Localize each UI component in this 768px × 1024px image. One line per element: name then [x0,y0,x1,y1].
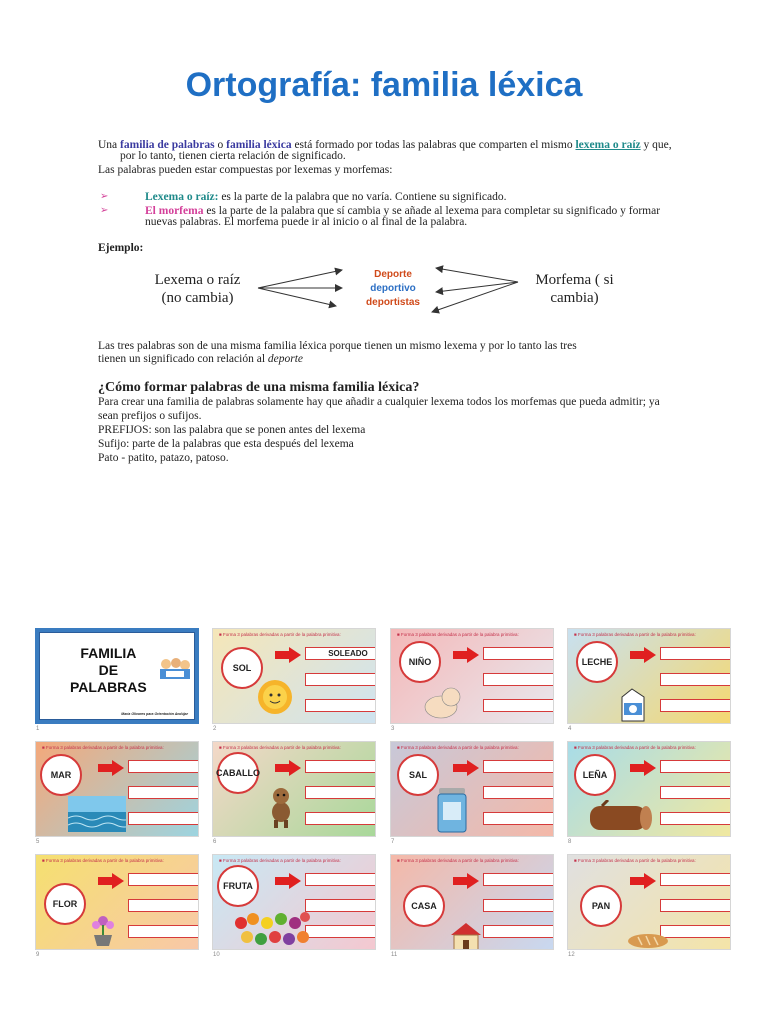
cover-line1: FAMILIA [80,645,137,661]
slide-number: 7 [391,839,395,845]
exercise-slide[interactable] [390,741,554,837]
exercise-slide[interactable] [212,628,376,724]
ejemplo-label: Ejemplo: [98,242,144,254]
exercise-slide[interactable] [212,854,376,950]
slide-number: 3 [391,726,395,732]
slide-picture [421,685,463,724]
answer-box[interactable]: SOLEADO [305,647,376,660]
diagram-lexema-line1: Lexema o raíz [154,272,241,288]
exercise-slide[interactable] [567,741,731,837]
slide-header: ■ Forma 3 palabras derivadas a partir de la palabra primitiva: [219,858,341,863]
slide-number: 9 [36,952,40,958]
slide-number: 11 [391,952,398,958]
term-lexema-raiz: lexema o raíz [575,139,641,151]
section-line2: sean prefijos o sufijos. [98,410,202,422]
cover-line2: DE [98,662,119,678]
slide-number: 6 [213,839,217,845]
slide-picture [255,677,295,722]
answer-box[interactable] [128,899,199,912]
answer-box[interactable] [483,647,554,660]
slide-header: ■ Forma 3 palabras derivadas a partir de la palabra primitiva: [574,632,696,637]
red-arrow-icon [98,873,124,894]
primitive-word: NIÑO [399,641,441,683]
answer-box[interactable] [660,899,731,912]
word-deporte: Deporte [374,269,412,280]
answer-box[interactable] [305,760,376,773]
word-deportivo: deportivo [370,283,416,294]
sun-icon [255,677,295,717]
answer-box[interactable] [483,873,554,886]
intro-text: Una [98,139,121,151]
slide-picture [68,796,126,837]
answer-box[interactable] [483,699,554,712]
intro-text: o [214,139,227,151]
slide-number: 5 [36,839,40,845]
red-arrow-icon [630,760,656,781]
bullet-term: El morfema [145,205,204,217]
intro-text: está formado por todas las palabras que comparten el mismo [291,139,576,151]
primitive-word: FLOR [44,883,86,925]
term-familia-lexica: familia léxica [226,139,292,151]
answer-box[interactable] [483,812,554,825]
exercise-slide[interactable] [390,628,554,724]
fruits-icon [233,909,313,947]
primitive-word: LEÑA [574,754,616,796]
answer-box[interactable] [128,925,199,938]
primitive-word: PAN [580,885,622,927]
horse-icon [267,784,295,828]
answer-box[interactable] [660,760,731,773]
primitive-word: LECHE [576,641,618,683]
sea-icon [68,796,126,832]
primitive-word: FRUTA [217,865,259,907]
red-arrow-icon [453,647,479,668]
answer-box[interactable] [305,873,376,886]
diagram-arrows [250,262,540,317]
slide-header: ■ Forma 3 palabras derivadas a partir de la palabra primitiva: [574,745,696,750]
bullet-morfema-line2: nuevas palabras. El morfema puede ir al inicio o al final de la palabra. [145,216,468,228]
log-icon [582,800,652,834]
conclusion-text: tienen un significado con relación al [98,353,268,365]
exercise-slide[interactable] [567,628,731,724]
bullet-lexema [145,191,685,204]
slide-header: ■ Forma 3 palabras derivadas a partir de la palabra primitiva: [574,858,696,863]
bullet-text: es la parte de la palabra que no varía. Contiene su significado. [218,191,507,203]
slide-picture [267,784,295,833]
answer-box[interactable] [305,673,376,686]
answer-box[interactable] [128,760,199,773]
diagram-morfema-line2: cambia) [550,290,599,306]
slide-picture [88,913,118,950]
answer-box[interactable] [305,925,376,938]
answer-box[interactable] [660,786,731,799]
diagram-lexema [140,271,255,307]
bullet-term: Lexema o raíz: [145,191,219,203]
slide-picture [435,784,469,837]
answer-box[interactable] [305,899,376,912]
term-familia-palabras: familia de palabras [120,139,215,151]
answer-box[interactable] [483,899,554,912]
primitive-word: CABALLO [217,752,259,794]
red-arrow-icon [453,873,479,894]
answer-box[interactable] [660,647,731,660]
slide-number: 2 [213,726,217,732]
intro-text: y que, [640,139,672,151]
intro-line-3: Las palabras pueden estar compuestas por lexemas y morfemas: [98,164,393,176]
slide-number: 8 [568,839,572,845]
conclusion-deporte: deporte [267,353,304,365]
answer-box[interactable] [305,699,376,712]
slide-header: ■ Forma 3 palabras derivadas a partir de la palabra primitiva: [397,858,519,863]
red-arrow-icon [630,647,656,668]
bread-icon [626,931,670,950]
slide-picture [449,921,483,950]
cover-inner [39,632,195,720]
primitive-word: SAL [397,754,439,796]
red-arrow-icon [630,873,656,894]
diagram-morfema-line1: Morfema ( si [535,272,614,288]
slide-header: ■ Forma 3 palabras derivadas a partir de la palabra primitiva: [397,745,519,750]
conclusion-line1: Las tres palabras son de una misma familia léxica porque tienen un mismo lexema y por lo tanto las tres [98,340,577,352]
bullet-arrow-icon: ➢ [100,205,109,216]
milk-carton-icon [618,687,648,723]
cover-title [70,645,147,696]
slide-picture [626,931,670,950]
primitive-word: CASA [403,885,445,927]
answer-box[interactable] [660,812,731,825]
exercise-slide[interactable] [212,741,376,837]
answer-box[interactable] [483,786,554,799]
arrow-lines [258,268,518,312]
answer-box[interactable] [128,786,199,799]
slide-number: 10 [213,952,220,958]
conclusion-line2 [98,353,303,366]
red-arrow-icon [275,647,301,668]
section-line4: Sufijo: parte de la palabras que esta después del lexema [98,438,354,450]
answer-box[interactable] [483,673,554,686]
slide-header: ■ Forma 3 palabras derivadas a partir de la palabra primitiva: [42,745,164,750]
answer-box[interactable] [483,760,554,773]
slide-number: 12 [568,952,575,958]
primitive-word: MAR [40,754,82,796]
exercise-slide[interactable] [390,854,554,950]
answer-box[interactable] [660,925,731,938]
answer-box[interactable] [660,873,731,886]
slide-header: ■ Forma 3 palabras derivadas a partir de la palabra primitiva: [42,858,164,863]
bullet-text: es la parte de la palabra que sí cambia y se añade al lexema para completar su significado y formar [203,205,661,217]
exercise-slide[interactable] [35,741,199,837]
answer-box[interactable] [128,812,199,825]
answer-box[interactable] [660,673,731,686]
slide-picture [618,687,648,724]
intro-line-2: por lo tanto, tienen cierta relación de significado. [120,150,346,162]
red-arrow-icon [453,760,479,781]
answer-box[interactable] [483,925,554,938]
children-reading-icon [158,657,192,681]
slide-header: ■ Forma 3 palabras derivadas a partir de la palabra primitiva: [219,745,341,750]
flower-pot-icon [88,913,118,947]
primitive-word: SOL [221,647,263,689]
bullet-arrow-icon: ➢ [100,191,109,202]
diagram-lexema-line2: (no cambia) [161,290,234,306]
cover-line3: PALABRAS [70,679,147,695]
cover-author: María Olivares para Orientación Andújar [121,712,188,716]
cover-slide[interactable] [35,628,199,724]
section-line3: PREFIJOS: son las palabra que se ponen antes del lexema [98,424,366,436]
section-heading: ¿Cómo formar palabras de una misma familia léxica? [98,380,420,395]
section-line5: Pato - patito, patazo, patoso. [98,452,229,464]
answer-box[interactable] [660,699,731,712]
exercise-slide[interactable] [567,854,731,950]
red-arrow-icon [275,760,301,781]
exercise-slide[interactable] [35,854,199,950]
slide-picture [582,800,652,837]
house-icon [449,921,483,950]
answer-box[interactable] [305,786,376,799]
page-title: Ortografía: familia léxica [185,66,583,104]
baby-icon [421,685,463,721]
red-arrow-icon [275,873,301,894]
salt-jar-icon [435,784,469,834]
answer-box[interactable] [128,873,199,886]
slide-number: 4 [568,726,572,732]
slide-header: ■ Forma 3 palabras derivadas a partir de la palabra primitiva: [397,632,519,637]
word-deportistas: deportistas [366,297,420,308]
slide-number: 1 [36,726,40,732]
answer-box[interactable] [305,812,376,825]
slide-picture [233,909,313,950]
slide-header: ■ Forma 3 palabras derivadas a partir de la palabra primitiva: [219,632,341,637]
section-line1: Para crear una familia de palabras solamente hay que añadir a cualquier lexema todos los morfemas que pueda admitir; ya [98,396,660,408]
red-arrow-icon [98,760,124,781]
